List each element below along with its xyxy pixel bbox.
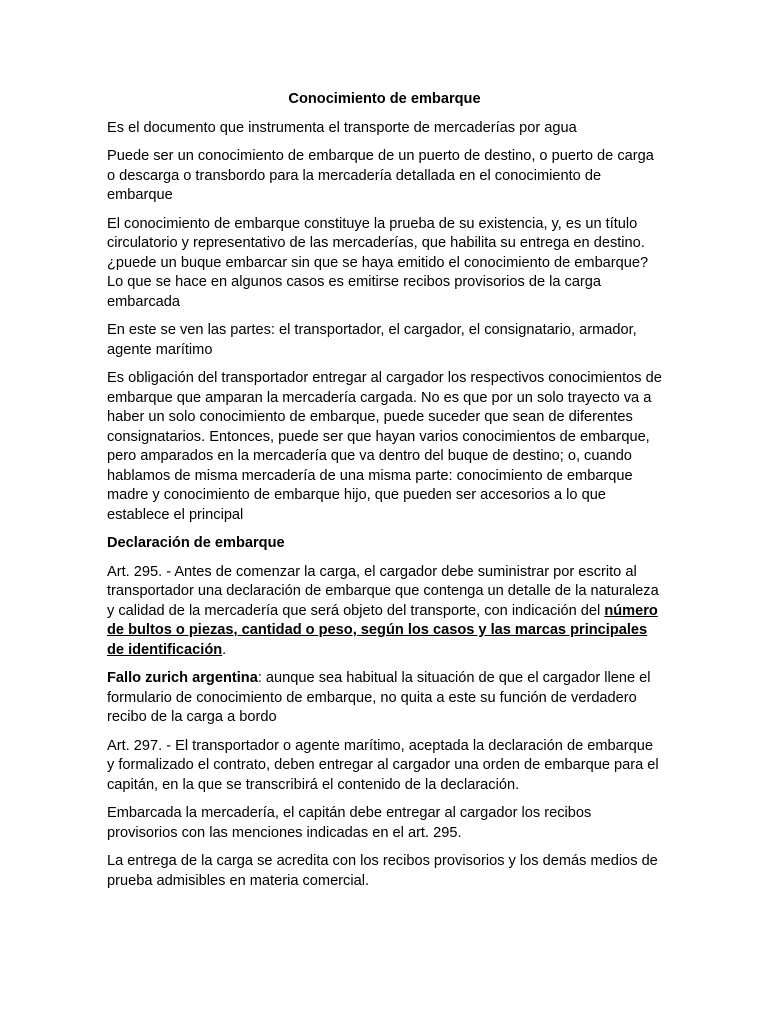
paragraph-parties: En este se ven las partes: el transportador, el cargador, el consignatario, armador, agente marítimo: [107, 322, 637, 358]
fallo-title: Fallo zurich argentina: [107, 670, 258, 686]
paragraph-art-295: [107, 563, 662, 661]
art-295-emphasis: número de bultos o piezas, cantidad o peso, según los casos y las marcas principales de identificación: [107, 602, 658, 658]
paragraph-obligation: Es obligación del transportador entregar al cargador los respectivos conocimientos de embarque que amparan la mercadería cargada. No es que por un solo trayecto va a haber un solo conocimiento de embarque, puede suceder que sean de diferentes consignatarios. Entonces, puede ser que hayan varios conocimientos de embarque, pero amparados en la mercadería que va dentro del buque de destino; o, cuando hablamos de misma mercadería de una misma parte: conocimiento de embarque madre y conocimiento de embarque hijo, que pueden ser accesorios a lo que establece el principal: [107, 370, 662, 523]
document-page: [107, 90, 662, 900]
art-295-end: .: [222, 641, 227, 658]
art-295-text: Art. 295. - Antes de comenzar la carga, el cargador debe suministrar por escrito al transportador una declaración de embarque que contenga un detalle de la naturaleza y calidad de la mercadería que será objeto del transporte, con indicación del: [107, 563, 659, 619]
fallo-text: : aunque sea habitual la situación de que el cargador llene el formulario de conocimiento de embarque, no quita a este su función de verdadero recibo de la carga a bordo: [107, 670, 651, 725]
paragraph-types: Puede ser un conocimiento de embarque de un puerto de destino, o puerto de carga o descarga o transbordo para la mercadería detallada en el conocimiento de embarque: [107, 148, 654, 203]
paragraph-proof: El conocimiento de embarque constituye la prueba de su existencia, y, es un título circulatorio y representativo de las mercaderías, que habilita su entrega en destino. ¿puede un buque embarcar sin que se haya emitido el conocimiento de embarque? Lo que se hace en algunos casos es emitirse recibos provisorios de la carga embarcada: [107, 215, 649, 310]
paragraph-definition: Es el documento que instrumenta el transporte de mercaderías por agua: [107, 119, 577, 136]
paragraph-fallo: [107, 669, 662, 728]
paragraph-embarcada: Embarcada la mercadería, el capitán debe entregar al cargador los recibos provisorios con las menciones indicadas en el art. 295.: [107, 805, 592, 841]
paragraph-entrega: La entrega de la carga se acredita con los recibos provisorios y los demás medios de prueba admisibles en materia comercial.: [107, 853, 658, 889]
paragraph-art-297: Art. 297. - El transportador o agente marítimo, aceptada la declaración de embarque y formalizado el contrato, deben entregar al cargador una orden de embarque para el capitán, en la que se transcribirá el contenido de la declaración.: [107, 737, 659, 793]
section-heading-declaracion: Declaración de embarque: [107, 535, 285, 551]
document-title: Conocimiento de embarque: [288, 91, 481, 107]
